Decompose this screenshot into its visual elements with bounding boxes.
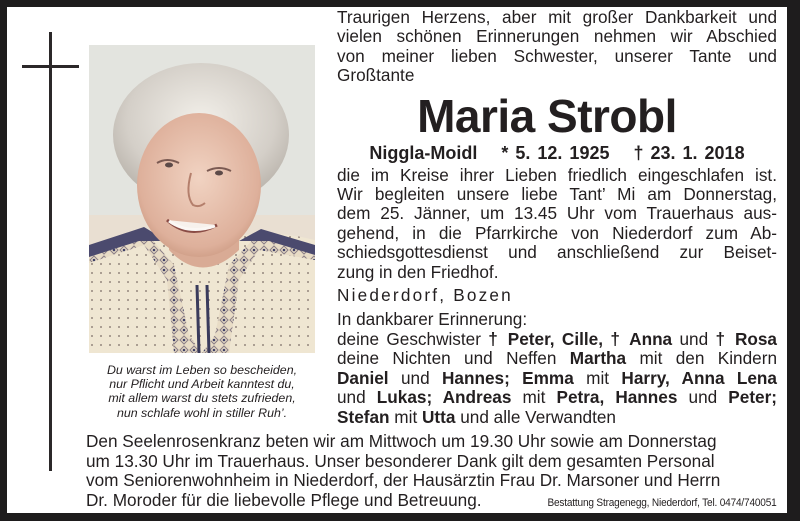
detail-line: Wir begleiten unsere liebe Tant’ Mi am Donnerstag, <box>337 184 777 205</box>
mourner-text: und <box>672 328 716 349</box>
funeral-details <box>337 166 777 282</box>
mourner-text: und <box>337 387 377 408</box>
closing-line: um 13.30 Uhr im Trauerhaus. Unser besonderer Dank gilt dem gesamten Personal <box>86 450 715 471</box>
intro-line: Großtante <box>337 65 415 86</box>
intro-paragraph <box>337 8 777 86</box>
mourner-text: mit <box>511 387 557 408</box>
poem-line: mit allem warst du stets zufrieden, <box>108 391 296 406</box>
mourner-name: Utta <box>422 406 456 427</box>
mourner-name: † Peter, Cille, † Anna <box>488 328 673 349</box>
mourners-section <box>337 310 777 426</box>
mourners-list <box>337 330 777 427</box>
closing-line: Den Seelenrosenkranz beten wir am Mittwoch um 19.30 Uhr sowie am Donnerstag <box>86 431 717 451</box>
mourner-name: Stefan <box>337 406 390 427</box>
cross-icon-vertical <box>49 32 52 471</box>
mourner-name: † Rosa <box>715 328 777 349</box>
mourner-line <box>337 388 777 407</box>
mourner-name: Peter; <box>728 387 778 408</box>
deceased-name: Maria Strobl <box>417 89 677 142</box>
mourner-line <box>337 408 777 427</box>
mourner-text: mit <box>573 367 622 388</box>
mourner-text: und <box>388 367 442 388</box>
closing-line: vom Seniorenwohnheim in Niederdorf, der Hausärztin Frau Dr. Marsoner und Herrn <box>86 470 721 490</box>
mourner-text: und alle Verwandten <box>455 406 616 427</box>
mourner-line <box>337 330 777 349</box>
intro-line: von meiner lieben Schwester, unserer Tante und <box>337 45 777 66</box>
mourner-text: mit den Kindern <box>626 348 777 369</box>
portrait-photo <box>89 45 315 353</box>
mourner-name: Daniel <box>337 367 389 388</box>
portrait-image <box>89 45 315 353</box>
detail-line: schiedsgottesdienst und anschließend zur Beiset- <box>337 242 777 263</box>
detail-line: dem 25. Jänner, um 13.45 Uhr vom Trauerhaus aus- <box>337 203 777 224</box>
closing-paragraph <box>86 431 777 513</box>
mourner-name: Harry, Anna Lena <box>621 367 777 388</box>
nickname: Niggla-Moidl <box>369 142 478 163</box>
life-dates <box>337 142 777 164</box>
thanks-heading: In dankbarer Erinnerung: <box>337 309 528 330</box>
mourner-text: und <box>677 387 729 408</box>
detail-line: gehend, in die Pfarrkirche von Niederdorf zum Ab- <box>337 222 777 243</box>
poem-line: nun schlafe wohl in stiller Ruh’. <box>116 405 288 420</box>
mourner-name: Petra, Hannes <box>556 387 678 408</box>
intro-line: Traurigen Herzens, aber mit großer Dankbarkeit und <box>337 7 777 27</box>
poem-line: nur Pflicht und Arbeit kanntest du, <box>109 377 295 392</box>
mourner-line <box>337 369 777 388</box>
mourner-text: deine Geschwister <box>337 328 489 349</box>
poem-line: Du warst im Leben so bescheiden, <box>106 363 298 377</box>
mourner-name: Hannes; Emma <box>442 367 574 388</box>
funeral-home-credit: Bestattung Stragenegg, Niederdorf, Tel. 0474/740051 <box>547 496 777 509</box>
mourner-line <box>337 349 777 368</box>
birth-date: * 5. 12. 1925 <box>501 142 610 163</box>
intro-line: vielen schönen Erinnerungen nehmen wir Abschied <box>337 26 777 47</box>
place-of-residence: Niederdorf, Bozen <box>337 285 513 306</box>
detail-line: die im Kreise ihrer Lieben friedlich eingeschlafen ist. <box>337 164 777 185</box>
obituary-text-column <box>337 8 777 427</box>
detail-line: zung in den Friedhof. <box>337 261 499 282</box>
closing-last-line <box>86 491 777 514</box>
closing-line: Dr. Moroder für die liebevolle Pflege und Betreuung. <box>86 489 482 510</box>
death-date: † 23. 1. 2018 <box>633 142 745 163</box>
mourner-name: Lukas; Andreas <box>376 387 512 408</box>
mourner-name: Martha <box>569 348 627 369</box>
mourner-text: mit <box>389 406 422 427</box>
mourner-text: deine Nichten und Neffen <box>337 348 570 369</box>
cross-icon-horizontal <box>22 65 79 68</box>
memorial-poem <box>89 363 315 420</box>
